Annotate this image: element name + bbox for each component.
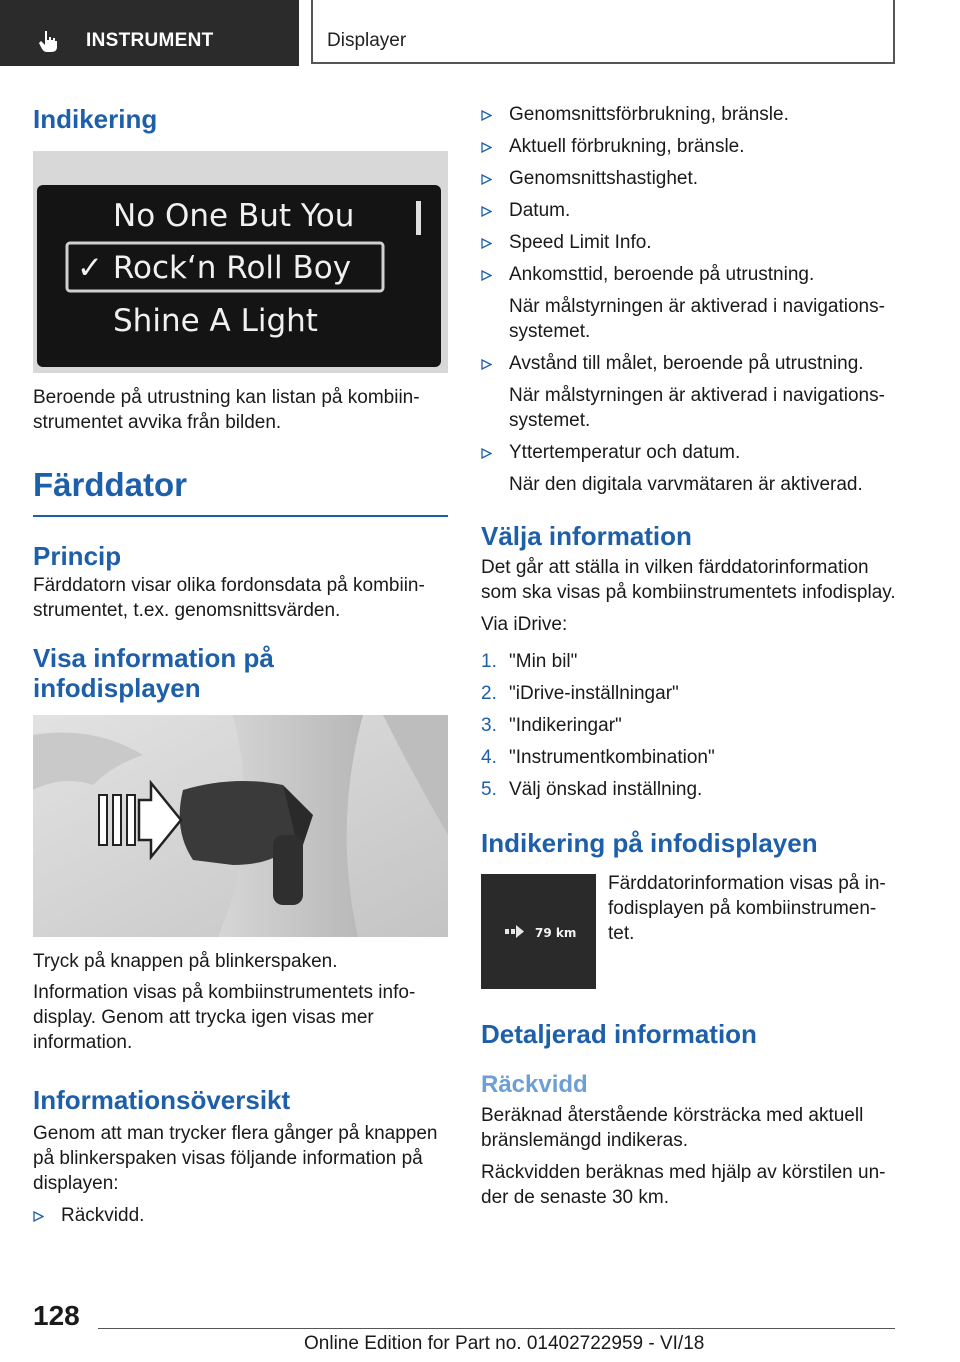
triangle-bullet-icon [481,351,509,376]
step-text: "Min bil" [509,651,578,672]
princip-text: Färddatorn visar olika fordonsdata på kombiinstrumentet, t.ex. genomsnittsvärden. [33,575,425,621]
heading-indikering: Indikering [33,104,158,134]
list-item [481,262,896,287]
triangle-bullet-icon [481,102,509,127]
heading-visa-information: Visa information på infodisplayen [33,643,274,703]
step-text: Välj önskad inställning. [509,779,703,800]
list-item [481,440,896,465]
list-item [481,198,896,223]
list-item [481,134,896,159]
info-list [481,102,896,497]
triangle-bullet-icon [481,262,509,287]
oversikt-text: Genom att man trycker flera gånger på knappen på blinkerspaken visas följande information på displayen: [33,1123,438,1194]
visa-text-2: Information visas på kombiinstrumentets infodisplay. Genom att trycka igen visas mer information. [33,982,416,1053]
list-item-label: Yttertemperatur och datum. [509,442,741,463]
section-label: INSTRUMENT [86,30,214,51]
display-item-3: Shine A Light [113,303,318,339]
triangle-bullet-icon [481,134,509,159]
list-item-note: När den digitala varvmätaren är aktiverad. [509,474,863,495]
display-item-1: No One But You [113,198,355,234]
list-item-label: Genomsnittsförbrukning, bränsle. [509,104,789,125]
step-item [481,777,896,802]
heading-rackvidd: Räckvidd [481,1071,588,1098]
infodisplay-text: Färddatorinformation visas på infodisplayen på kombiinstrumentet. [608,873,886,944]
list-item [481,166,896,191]
list-item [481,230,896,255]
infodisplay-block [481,874,896,989]
heading-princip: Princip [33,541,122,571]
heading-indikering-infodisplay: Indikering på infodisplayen [481,828,818,858]
step-number: 4. [481,747,497,768]
range-readout: 79 km [535,926,577,940]
page-number: 128 [33,1300,80,1331]
indikering-text: Beroende på utrustning kan listan på kombiinstrumentet avvika från bilden. [33,387,420,433]
step-item [481,649,896,674]
step-text: "Indikeringar" [509,715,622,736]
triangle-bullet-icon [481,230,509,255]
list-item [33,1203,448,1228]
page-subject-tab [311,0,895,64]
hand-pointer-icon [36,28,62,54]
list-item [481,351,896,376]
list-item-label: Speed Limit Info. [509,232,652,253]
heading-detaljerad-information: Detaljerad information [481,1019,757,1049]
step-number: 5. [481,779,497,800]
valja-text: Det går att ställa in vilken färddatorinformation som ska visas på kombiinstrumentets infodisplay. [481,557,896,603]
heading-valja-information: Välja information [481,521,692,551]
step-text: "iDrive-inställningar" [509,683,679,704]
section-tab [0,0,299,66]
rackvidd-text-2: Räckvidden beräknas med hjälp av körstilen under de senaste 30 km. [481,1162,886,1208]
step-text: "Instrumentkombination" [509,747,715,768]
triangle-bullet-icon [481,166,509,191]
step-number: 1. [481,651,497,672]
step-item [481,745,896,770]
page-subject: Displayer [327,30,407,51]
triangle-bullet-icon [481,198,509,223]
footer-divider [98,1328,895,1329]
right-column [481,102,896,1210]
edition-info: Online Edition for Part no. 01402722959 - VI/18 [304,1333,705,1354]
list-item-note: När målstyrningen är aktiverad i navigationssystemet. [509,385,885,431]
list-item [481,102,896,127]
list-item-label: Ankomsttid, beroende på utrustning. [509,264,815,285]
list-item-label: Räckvidd. [61,1205,145,1226]
playlist-display-image [33,151,448,373]
list-item-label: Aktuell förbrukning, bränsle. [509,136,745,157]
steps-list [481,649,896,802]
step-item [481,713,896,738]
list-item-note: När målstyrningen är aktiverad i navigationssystemet. [509,296,885,342]
list-item-label: Datum. [509,200,571,221]
infodisplay-range-image [481,874,596,989]
rackvidd-text-1: Beräknad återstående körsträcka med aktuell bränslemängd indikeras. [481,1105,864,1151]
list-item-label: Genomsnittshastighet. [509,168,699,189]
turn-signal-lever-image [33,715,448,937]
via-idrive: Via iDrive: [481,614,568,635]
heading-farddator: Färddator [33,466,188,503]
visa-text-1: Tryck på knappen på blinkerspaken. [33,951,338,972]
display-item-2: ✓ Rock‘n Roll Boy [77,250,352,286]
triangle-bullet-icon [481,440,509,465]
triangle-bullet-icon [33,1203,61,1228]
heading-informationsoversikt: Informationsöversikt [33,1085,291,1115]
step-number: 2. [481,683,497,704]
step-number: 3. [481,715,497,736]
section-divider [33,515,448,517]
list-item-label: Avstånd till målet, beroende på utrustning. [509,353,864,374]
step-item [481,681,896,706]
left-column [33,102,448,1228]
